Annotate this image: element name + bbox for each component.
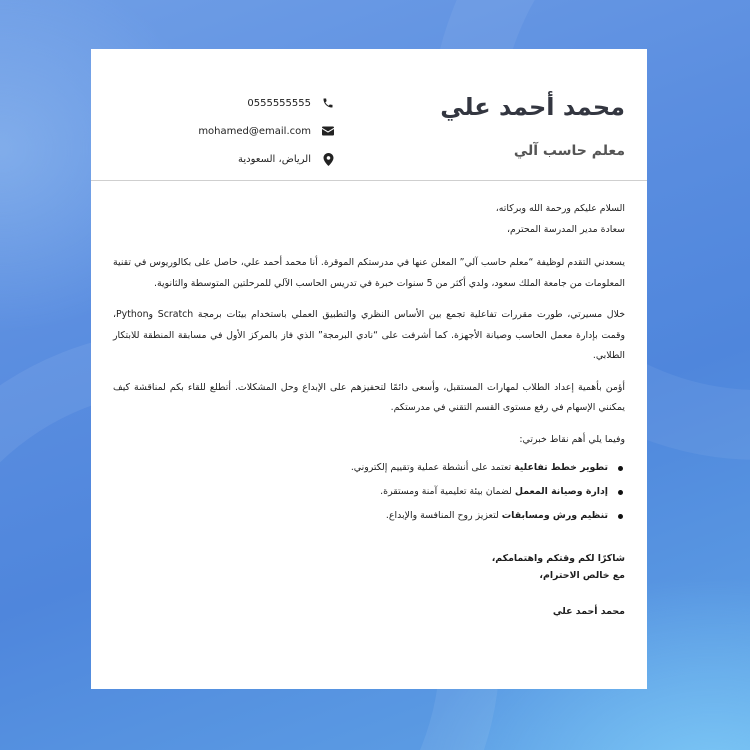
contact-location <box>135 145 335 173</box>
phone-icon <box>321 96 335 110</box>
letter-header <box>91 49 647 181</box>
cover-letter-page <box>91 49 647 689</box>
contact-email <box>135 117 335 145</box>
list-item <box>113 456 625 480</box>
point-title: تطوير خطط تفاعلية <box>514 462 608 473</box>
greeting <box>113 199 625 240</box>
closing-line-1: شاكرًا لكم وقتكم واهتمامكم، <box>491 553 625 564</box>
applicant-name: محمد أحمد علي <box>440 93 625 121</box>
contact-info <box>135 89 335 173</box>
bullet-dot <box>618 490 623 495</box>
point-title: تنظيم ورش ومسابقات <box>501 510 608 521</box>
letter-body <box>113 199 625 623</box>
job-title: معلم حاسب آلي <box>513 143 625 159</box>
map-pin-icon <box>321 152 335 166</box>
greeting-line-2: سعادة مدير المدرسة المحترم، <box>507 223 625 235</box>
contact-phone <box>135 89 335 117</box>
closing-line-2: مع خالص الاحترام، <box>539 570 625 581</box>
points-intro: وفيما يلي أهم نقاط خبرتي: <box>519 433 625 445</box>
location-text: الرياض، السعودية <box>237 153 311 165</box>
bullet-dot <box>618 514 623 519</box>
point-text: لتعزيز روح المنافسة والإبداع. <box>385 510 502 521</box>
paragraph-2: خلال مسيرتي، طورت مقررات تفاعلية تجمع بين الأساس النظري والتطبيق العملي باستخدام بيئات برمجة Scratch وPython، وقمت بإدارة معمل الحاسب وصيانة الأجهزة. كما أشرفت على “نادي البرمجة” الذي فاز بالمركز الأول في مسابقة المنطقة للابتكار الطلابي. <box>113 309 626 361</box>
closing <box>113 550 625 584</box>
list-item <box>113 480 625 504</box>
paragraph-1: يسعدني التقدم لوظيفة “معلم حاسب آلي” المعلن عنها في مدرستكم الموقرة. أنا محمد أحمد علي، حاصل على بكالوريوس في تقنية المعلومات من جامعة الملك سعود، ولدي أكثر من 5 سنوات خبرة في تدريس الحاسب الآلي للمرحلتين المتوسطة والثانوية. <box>113 257 625 289</box>
signature: محمد أحمد علي <box>552 606 625 617</box>
point-text: لضمان بيئة تعليمية آمنة ومستقرة. <box>380 486 515 497</box>
bullet-dot <box>618 466 623 471</box>
greeting-line-1: السلام عليكم ورحمة الله وبركاته، <box>495 203 625 214</box>
envelope-icon <box>321 124 335 138</box>
point-text: تعتمد على أنشطة عملية وتقييم إلكتروني. <box>350 462 515 473</box>
list-item <box>113 504 625 528</box>
point-title: إدارة وصيانة المعمل <box>514 486 608 497</box>
email-text: mohamed@email.com <box>198 125 311 137</box>
paragraph-3: أؤمن بأهمية إعداد الطلاب لمهارات المستقبل، وأسعى دائمًا لتحفيزهم على الإبداع وحل المشكلات. أتطلع للقاء بكم لمناقشة كيف يمكنني الإسهام في رفع مستوى القسم التقني في مدرستكم. <box>113 381 625 413</box>
experience-list <box>113 456 625 528</box>
phone-text: 0555555555 <box>247 97 311 109</box>
